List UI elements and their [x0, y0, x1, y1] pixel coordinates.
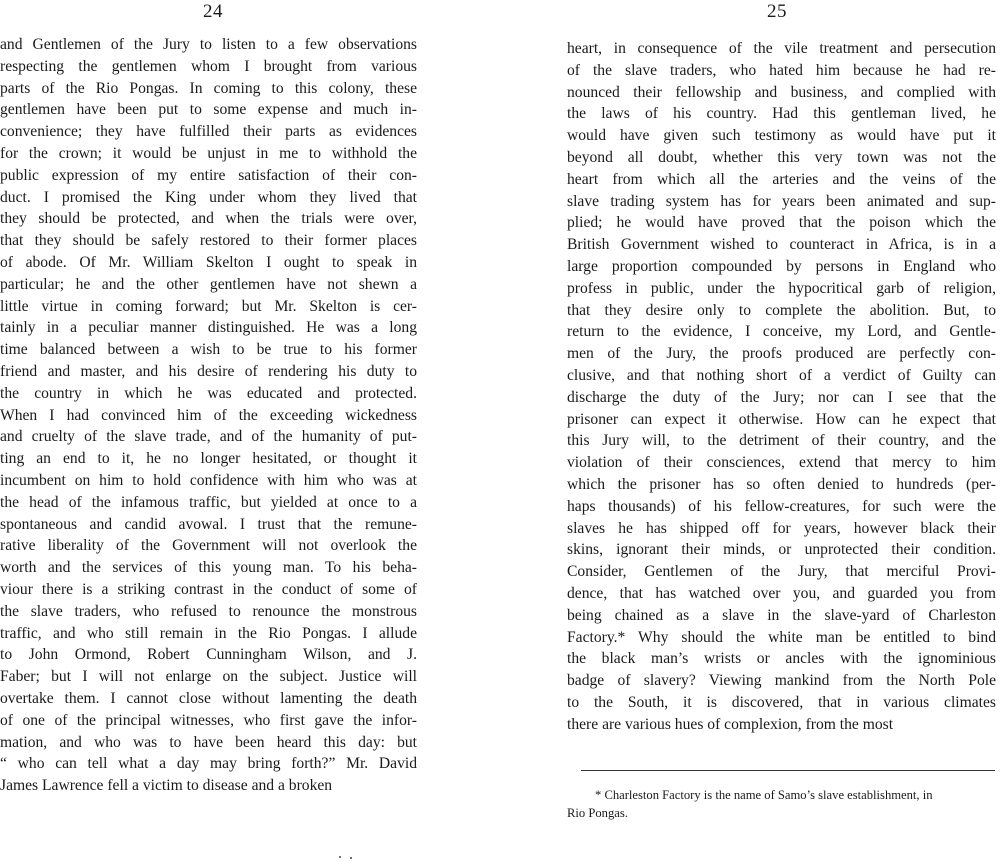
text-line: parts of the Rio Pongas. In coming to this colony, these: [0, 79, 417, 97]
print-speck: [350, 857, 352, 859]
text-line: public expression of my entire satisfaction of their con-: [0, 166, 417, 184]
text-line: skins, ignorant their minds, or unprotected their condition.: [567, 541, 996, 559]
text-line: rative liberality of the Government will not overlook the: [0, 537, 417, 555]
text-line: When I had convinced him of the exceeding wickedness: [0, 406, 417, 424]
text-line: nounced their fellowship and business, and complied with: [567, 83, 996, 101]
text-line: large proportion compounded by persons in England who: [567, 257, 996, 275]
text-line: the black man’s wrists or ancles with the ignominious: [567, 650, 996, 668]
text-line: little virtue in coming forward; but Mr. Skelton is cer-: [0, 297, 417, 315]
text-line: “ who can tell what a day may bring forth?” Mr. David: [0, 755, 417, 773]
text-line: overtake them. I cannot close without lamenting the death: [0, 689, 417, 707]
text-line: and cruelty of the slave trade, and of the humanity of put-: [0, 428, 417, 446]
text-line: prisoner can expect it otherwise. How can he expect that: [567, 410, 996, 428]
text-line: mation, and who was to have been heard this day: but: [0, 733, 417, 751]
text-line: respecting the gentlemen whom I brought from various: [0, 57, 417, 75]
text-line: worth and the services of this young man. To his beha-: [0, 559, 417, 577]
left-page-text: [0, 34, 417, 797]
text-line: slave trading system has for years been animated and sup-: [567, 192, 996, 210]
text-line: Consider, Gentlemen of the Jury, that merciful Provi-: [567, 563, 996, 581]
text-line: profess in public, under the hypocritical garb of religion,: [567, 279, 996, 297]
text-line: time balanced between a wish to be true to his former: [0, 341, 417, 359]
left-page-number: 24: [203, 1, 223, 22]
text-line: that they desire only to complete the abolition. But, to: [567, 301, 996, 319]
text-line: incumbent on him to hold confidence with him who was at: [0, 471, 417, 489]
right-page: [567, 0, 1000, 864]
text-line: beyond all doubt, whether this very town was not the: [567, 148, 996, 166]
text-line: heart, in consequence of the vile treatment and persecution: [567, 40, 996, 57]
text-line: to the South, it is discovered, that in various climates: [567, 693, 996, 711]
text-line: return to the evidence, I conceive, my Lord, and Gentle-: [567, 323, 996, 341]
text-line: duct. I promised the King under whom they lived that: [0, 188, 417, 206]
text-line: plied; he would have proved that the poison which the: [567, 214, 996, 232]
text-line: that they should be safely restored to their former places: [0, 232, 417, 250]
text-line: traffic, and who still remain in the Rio Pongas. I allude: [0, 624, 417, 642]
text-line: Factory.* Why should the white man be entitled to bind: [567, 628, 996, 646]
text-line: slaves he has shipped off for years, however black their: [567, 519, 996, 537]
text-line: and Gentlemen of the Jury to listen to a few observations: [0, 36, 417, 53]
footnote: [567, 786, 996, 822]
text-line: they should be protected, and when the trials were over,: [0, 210, 417, 228]
text-line: being chained as a slave in the slave-yard of Charleston: [567, 606, 996, 624]
footnote-line: Rio Pongas.: [567, 806, 628, 820]
print-speck: [339, 856, 341, 858]
text-line: of the slave traders, who hated him because he had re-: [567, 61, 996, 79]
right-page-number: 25: [767, 1, 787, 22]
text-line: spontaneous and candid avowal. I trust that the remune-: [0, 515, 417, 533]
text-line: badge of slavery? Viewing mankind from the North Pole: [567, 672, 996, 690]
text-line: convenience; they have fulfilled their parts as evidences: [0, 123, 417, 141]
text-line: the head of the infamous traffic, but yielded at once to a: [0, 493, 417, 511]
text-line: heart from which all the arteries and the veins of the: [567, 170, 996, 188]
text-line: would have given such testimony as would have put it: [567, 127, 996, 145]
text-line: clusive, and that nothing short of a verdict of Guilty can: [567, 366, 996, 384]
text-line: friend and master, and his desire of rendering his duty to: [0, 362, 417, 380]
text-line: the country in which he was educated and protected.: [0, 384, 417, 402]
text-line: there are various hues of complexion, from the most: [567, 715, 894, 733]
text-line: discharge the duty of the Jury; nor can I see that the: [567, 388, 996, 406]
text-line: Faber; but I will not enlarge on the subject. Justice will: [0, 668, 417, 686]
text-line: British Government wished to counteract in Africa, is in a: [567, 236, 996, 254]
text-line: James Lawrence fell a victim to disease and a broken: [0, 777, 333, 795]
text-line: which the prisoner has so often denied to hundreds (per-: [567, 475, 996, 493]
text-line: the laws of his country. Had this gentleman lived, he: [567, 105, 996, 123]
footnote-rule: [581, 770, 995, 771]
text-line: for the crown; it would be unjust in me to withhold the: [0, 144, 417, 162]
text-line: haps thousands) of his fellow-creatures, for such were the: [567, 497, 996, 515]
footnote-line: * Charleston Factory is the name of Samo’s slave establishment, in: [595, 788, 933, 802]
text-line: of one of the principal witnesses, who first gave the infor-: [0, 711, 417, 729]
left-page: [0, 0, 430, 864]
text-line: men of the Jury, the proofs produced are perfectly con-: [567, 345, 996, 363]
text-line: particular; he and the other gentlemen have not shewn a: [0, 275, 417, 293]
text-line: to John Ormond, Robert Cunningham Wilson, and J.: [0, 646, 417, 664]
text-line: of abode. Of Mr. William Skelton I ought to speak in: [0, 253, 417, 271]
text-line: tainly in a peculiar manner distinguished. He was a long: [0, 319, 417, 337]
text-line: gentlemen have been put to some expense and much in-: [0, 101, 417, 119]
text-line: this Jury will, to the detriment of their country, and the: [567, 432, 996, 450]
text-line: the slave traders, who refused to renounce the monstrous: [0, 602, 417, 620]
right-page-text: [567, 38, 996, 736]
text-line: violation of their consciences, extend that mercy to him: [567, 454, 996, 472]
text-line: viour there is a striking contrast in the conduct of some of: [0, 580, 417, 598]
text-line: dence, that has watched over you, and guarded you from: [567, 584, 996, 602]
text-line: ting an end to it, he no longer hesitated, or thought it: [0, 450, 417, 468]
